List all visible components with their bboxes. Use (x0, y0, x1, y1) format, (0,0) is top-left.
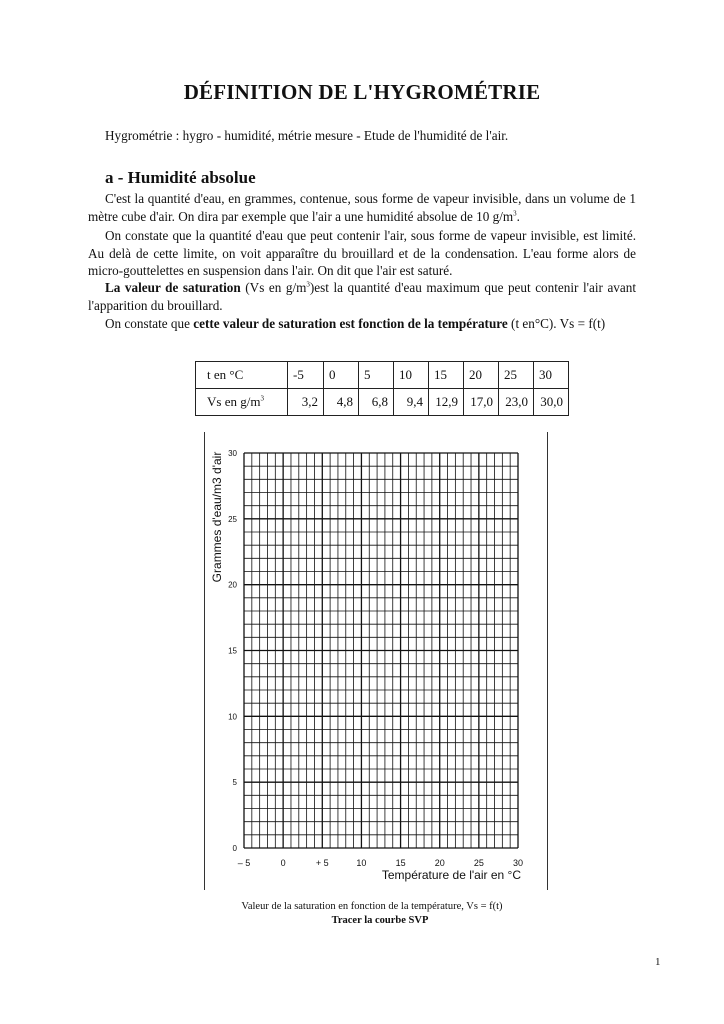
table-cell: 9,4 (394, 389, 429, 416)
table-cell: 5 (359, 362, 394, 389)
superscript-3: 3 (260, 394, 264, 403)
paragraph-3-bold: La valeur de saturation (105, 280, 241, 295)
y-tick-label: 10 (228, 712, 237, 722)
table-cell: 30 (534, 362, 569, 389)
y-axis-label: Grammes d'eau/m3 d'air (210, 451, 224, 583)
table-cell: 0 (324, 362, 359, 389)
x-tick-label: 0 (280, 858, 286, 868)
table-cell: 4,8 (324, 389, 359, 416)
page-number: 1 (655, 956, 661, 968)
paragraph-1-text: C'est la quantité d'eau, en grammes, contenue, sous forme de vapeur invisible, dans un volume de 1 mètre cube d'air. On dira par exemple que l'air a une humidité absolue de 10 g/m (88, 191, 636, 224)
table-cell: 3,2 (288, 389, 324, 416)
table-cell: 30,0 (534, 389, 569, 416)
paragraph-3-b: )est la quantité d'eau maximum que peut contenir l'air avant l'apparition du brouillard. (88, 280, 637, 313)
chart-instruction: Tracer la courbe SVP (331, 915, 429, 926)
table-cell: 17,0 (464, 389, 499, 416)
table-cell: -5 (288, 362, 324, 389)
table-cell: 10 (394, 362, 429, 389)
table-cell: 6,8 (359, 389, 394, 416)
paragraph-4-b: (t en°C). Vs = f(t) (507, 316, 606, 331)
y-tick-label: 5 (232, 778, 237, 788)
x-axis-label: Température de l'air en °C (381, 868, 521, 882)
table-row-label-text: Vs en g/m (207, 394, 261, 409)
x-tick-label: 15 (395, 858, 406, 868)
paragraph-2-text: On constate que la quantité d'eau que peut contenir l'air, sous forme de vapeur invisible, est limité. Au delà de cette limite, on voit apparaître du brouillard et de la condensation. L'eau forme alors de micro-gouttelettes en suspension dans l'air. On dit que l'air est saturé. (88, 228, 636, 278)
y-tick-label: 30 (228, 449, 237, 458)
x-tick-label: 10 (356, 858, 367, 868)
intro-text: Hygrométrie : hygro - humidité, métrie mesure - Etude de l'humidité de l'air. (105, 128, 509, 143)
table-cell: 15 (429, 362, 464, 389)
table-cell: 20 (464, 362, 499, 389)
paragraph-3-a: (Vs en g/m (240, 280, 307, 295)
x-tick-label: 25 (473, 858, 484, 868)
x-tick-label: + 5 (315, 858, 329, 868)
table-cell: 25 (499, 362, 534, 389)
x-tick-label: – 5 (237, 858, 251, 868)
paragraph-1-end: . (516, 208, 520, 224)
table-cell: 23,0 (499, 389, 534, 416)
x-tick-label: 20 (434, 858, 445, 868)
x-tick-label: 30 (512, 858, 524, 868)
superscript-3: 3 (306, 280, 310, 289)
paragraph-4-bold: cette valeur de saturation est fonction de la température (193, 316, 508, 331)
superscript-3: 3 (513, 209, 517, 218)
y-tick-label: 15 (228, 646, 237, 656)
chart-caption: Valeur de la saturation en fonction de la température, Vs = f(t) (241, 901, 503, 912)
table-cell: 12,9 (429, 389, 464, 416)
y-tick-label: 20 (228, 580, 237, 590)
y-tick-label: 0 (232, 844, 237, 853)
table-row-label: t en °C (196, 362, 288, 389)
paragraph-4-a: On constate que (105, 316, 194, 331)
page-title: DÉFINITION DE L'HYGROMÉTRIE (183, 80, 541, 104)
y-tick-label: 25 (228, 514, 237, 524)
section-title: a - Humidité absolue (105, 168, 256, 187)
